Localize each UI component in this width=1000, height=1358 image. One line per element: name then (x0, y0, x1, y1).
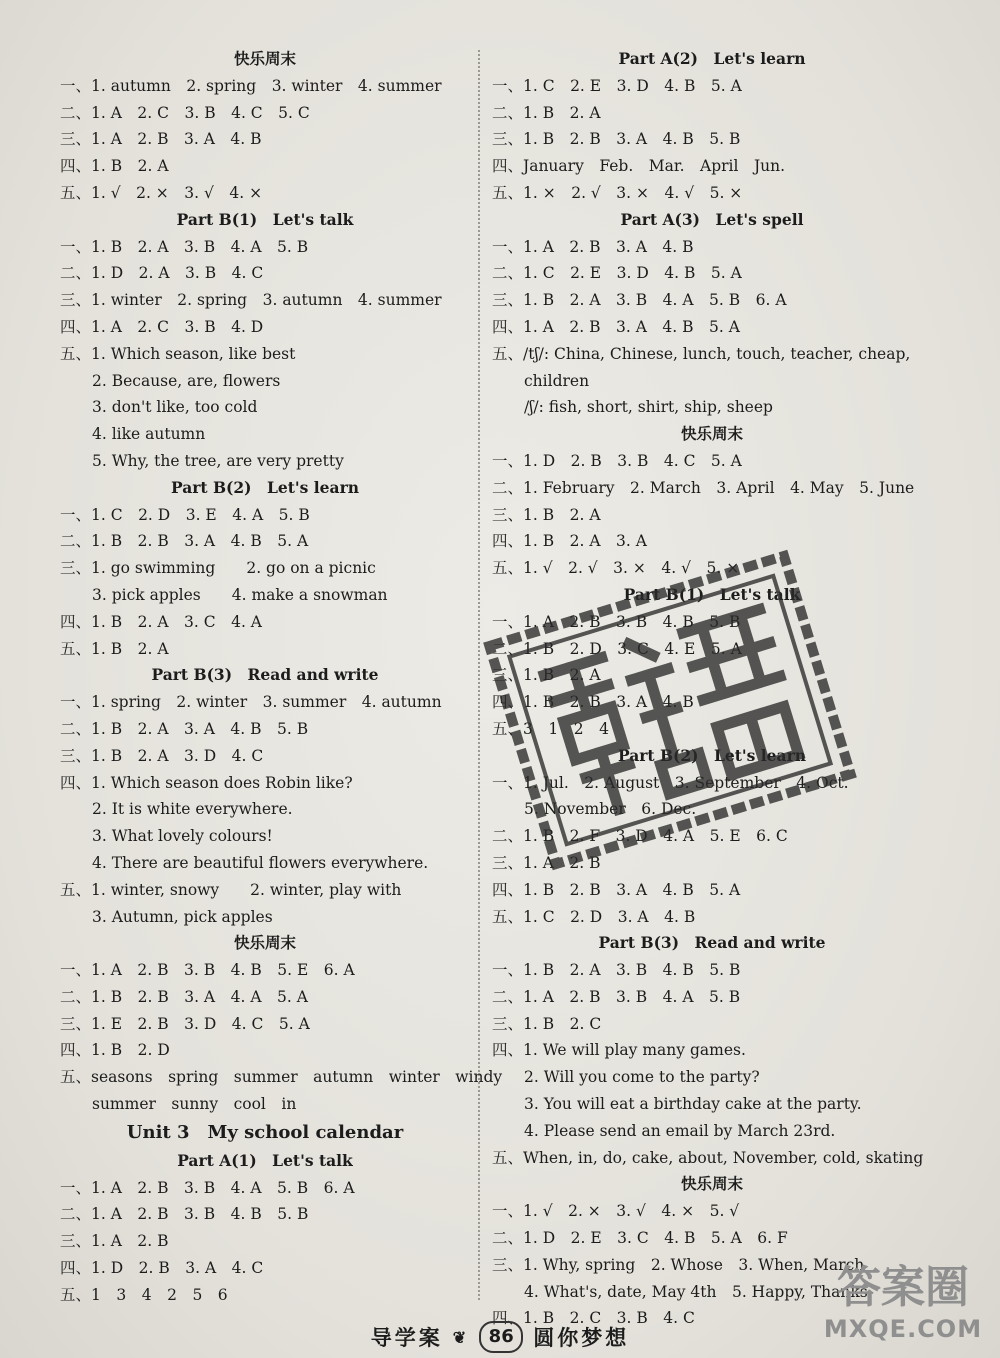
section-heading: Part B(2) Let's learn (617, 745, 807, 765)
answer-line: 一、1. √ 2. × 3. √ 4. × 5. √ (492, 1202, 740, 1221)
answer-line: 四、1. B 2. B 3. A 4. B (492, 693, 694, 712)
answer-line: 四、1. B 2. D (60, 1041, 170, 1060)
answer-line: 一、1. D 2. B 3. B 4. C 5. A (492, 451, 742, 470)
answer-line: 四、1. A 2. B 3. A 4. B 5. A (492, 317, 740, 336)
answer-line: 三、1. go swimming 2. go on a picnic (60, 559, 376, 578)
answer-line: 二、1. D 2. E 3. C 4. B 5. A 6. F (492, 1229, 788, 1248)
answer-line: 五、1. × 2. √ 3. × 4. √ 5. × (492, 183, 743, 202)
answer-line: 三、1. A 2. B (60, 1232, 169, 1251)
answer-subline: 3. You will eat a birthday cake at the party. (524, 1095, 862, 1114)
section-heading: Part A(2) Let's learn (618, 49, 806, 68)
answer-subline: 4. Please send an email by March 23rd. (524, 1121, 836, 1140)
section-heading: Part A(3) Let's spell (620, 209, 804, 229)
answer-subline: 2. Because, are, flowers (92, 371, 281, 390)
leaf-icon: ❦ (452, 1327, 470, 1347)
answer-line: 二、1. February 2. March 3. April 4. May 5. June (492, 478, 915, 497)
answer-line: 四、1. B 2. A (60, 157, 169, 176)
answer-line: 三、1. A 2. B 3. A 4. B (60, 130, 262, 149)
answer-line: 四、1. B 2. A 3. C 4. A (60, 612, 262, 631)
answer-line: 二、1. B 2. B 3. A 4. B 5. A (60, 532, 309, 551)
answer-subline: 4. There are beautiful flowers everywhere. (92, 853, 429, 872)
answer-line: 五、1. Which season, like best (60, 344, 296, 363)
answer-subline: 3. What lovely colours! (92, 827, 273, 846)
site-watermark (818, 1262, 988, 1352)
answer-line: 二、1. B 2. F 3. D 4. A 5. E 6. C (492, 827, 788, 846)
answer-line: 五、1. √ 2. √ 3. × 4. √ 5. × (492, 559, 740, 578)
answer-line: 二、1. B 2. B 3. A 4. A 5. A (60, 987, 308, 1006)
answer-line: 四、1. Which season does Robin like? (60, 773, 353, 792)
answer-line: 一、1. autumn 2. spring 3. winter 4. summer (60, 76, 442, 95)
answer-line: 一、1. Jul. 2. August 3. September 4. Oct. (492, 773, 849, 792)
answer-line: 四、1. D 2. B 3. A 4. C (60, 1259, 264, 1278)
answer-line: 三、1. B 2. A 3. D 4. C (60, 746, 264, 765)
answer-line: 二、1. D 2. A 3. B 4. C (60, 264, 264, 283)
answer-line: 一、1. B 2. A 3. B 4. B 5. B (492, 961, 741, 980)
answer-line: 一、1. A 2. B 3. B 4. A 5. B 6. A (60, 1178, 355, 1197)
answer-line: 一、1. spring 2. winter 3. summer 4. autumn (60, 693, 442, 712)
answer-subline: 3. Autumn, pick apples (92, 907, 273, 926)
answer-line: 三、1. B 2. A 3. B 4. A 5. B 6. A (492, 291, 787, 310)
answer-subline: 3. pick apples 4. make a snowman (92, 585, 388, 604)
answer-line: 三、1. Why, spring 2. Whose 3. When, March (492, 1255, 865, 1274)
answer-subline: 2. Will you come to the party? (524, 1068, 760, 1087)
answer-line: 一、1. A 2. B 3. A 4. B (492, 237, 694, 256)
answer-line: 一、1. B 2. A 3. B 4. A 5. B (60, 237, 309, 256)
answer-line: 三、1. A 2. B (492, 853, 601, 872)
answer-line: 三、1. B 2. B 3. A 4. B 5. B (492, 130, 741, 149)
section-heading: Part B(2) Let's learn (170, 477, 360, 497)
section-heading: Part B(3) Read and write (598, 933, 826, 953)
answer-line: 五、1 3 4 2 5 6 (60, 1285, 228, 1304)
watermark-logo-text: 答案圈 (837, 1262, 969, 1313)
footer-left-title: 导学案 (370, 1325, 443, 1350)
answer-line: 二、1. B 2. A (492, 103, 601, 122)
answer-line: 二、1. A 2. C 3. B 4. C 5. C (60, 103, 310, 122)
answer-line: 一、1. C 2. D 3. E 4. A 5. B (60, 505, 310, 524)
left-column (60, 46, 503, 1318)
answer-subline: /ʃ/: fish, short, shirt, ship, sheep (524, 398, 773, 417)
watermark-url: MXQE.COM (823, 1315, 983, 1343)
column-divider (478, 50, 480, 1300)
section-heading: 快乐周末 (233, 933, 296, 953)
section-heading: 快乐周末 (680, 1174, 743, 1194)
answer-subline: 4. What's, date, May 4th 5. Happy, Thanks (524, 1282, 868, 1301)
footer-right-title: 圆你梦想 (533, 1325, 630, 1350)
unit-title: Unit 3 My school calendar (126, 1121, 404, 1143)
section-heading: Part B(1) Let's talk (176, 209, 354, 229)
answer-subline: 4. like autumn (92, 425, 206, 444)
answer-subline: 5. Why, the tree, are very pretty (92, 451, 344, 470)
section-heading: Part A(1) Let's talk (177, 1150, 353, 1170)
answer-line: 一、1. C 2. E 3. D 4. B 5. A (492, 76, 742, 95)
answer-line: 四、1. B 2. B 3. A 4. B 5. A (492, 880, 741, 899)
answer-subline: children (524, 371, 590, 390)
answer-line: 三、1. winter 2. spring 3. autumn 4. summer (60, 291, 442, 310)
answer-line: 二、1. A 2. B 3. B 4. B 5. B (60, 1205, 309, 1224)
answer-line: 二、1. C 2. E 3. D 4. B 5. A (492, 264, 742, 283)
answer-line: 四、1. B 2. C 3. B 4. C (492, 1309, 695, 1328)
answer-line: 三、1. B 2. C (492, 1014, 602, 1033)
section-heading: 快乐周末 (680, 424, 743, 444)
answer-line: 五、1. √ 2. × 3. √ 4. × (60, 183, 263, 202)
section-heading: Part B(1) Let's talk (623, 584, 801, 604)
answer-line: 五、3 1 2 4 (492, 719, 609, 738)
answer-line: 五、/tʃ/: China, Chinese, lunch, touch, teacher, cheap, (492, 344, 911, 363)
answer-line: 四、January Feb. Mar. April Jun. (492, 157, 786, 176)
answer-line: 五、When, in, do, cake, about, November, cold, skating (492, 1148, 924, 1167)
answer-line: 四、1. We will play many games. (492, 1041, 746, 1060)
answer-line: 四、1. A 2. C 3. B 4. D (60, 317, 264, 336)
answer-line: 三、1. B 2. A (492, 666, 601, 685)
answer-line: 五、1. winter, snowy 2. winter, play with (60, 880, 402, 899)
answer-line: 五、1. C 2. D 3. A 4. B (492, 907, 696, 926)
answer-line: 三、1. E 2. B 3. D 4. C 5. A (60, 1014, 310, 1033)
answer-line: 一、1. A 2. B 3. B 4. B 5. B (492, 612, 741, 631)
section-heading: Part B(3) Read and write (151, 665, 379, 685)
answer-line: 二、1. B 2. D 3. C 4. E 5. A (492, 639, 742, 658)
answer-line: 五、1. B 2. A (60, 639, 169, 658)
answer-line: 二、1. A 2. B 3. B 4. A 5. B (492, 987, 741, 1006)
answer-line: 五、seasons spring summer autumn winter windy (60, 1068, 503, 1087)
answer-subline: summer sunny cool in (92, 1095, 297, 1114)
answer-line: 三、1. B 2. A (492, 505, 601, 524)
answer-subline: 2. It is white everywhere. (92, 800, 293, 819)
answer-subline: 5. November 6. Dec. (524, 800, 697, 819)
answer-line: 一、1. A 2. B 3. B 4. B 5. E 6. A (60, 961, 355, 980)
answer-line: 二、1. B 2. A 3. A 4. B 5. B (60, 719, 309, 738)
answer-subline: 3. don't like, too cold (92, 398, 258, 417)
answer-line: 四、1. B 2. A 3. A (492, 532, 647, 551)
section-heading: 快乐周末 (233, 49, 296, 68)
page-number: 86 (479, 1321, 523, 1353)
